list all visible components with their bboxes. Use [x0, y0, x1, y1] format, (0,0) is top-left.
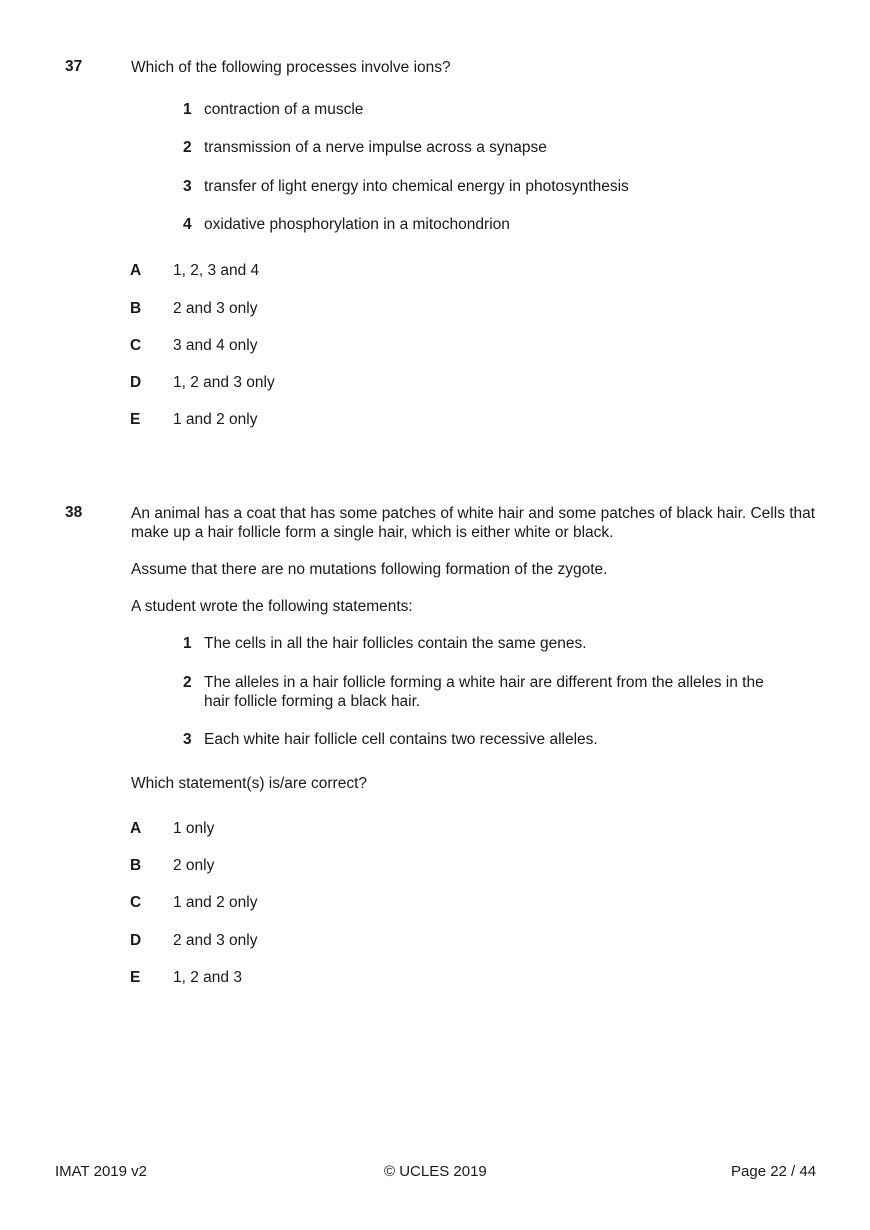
- q37-statement-3: [183, 177, 803, 196]
- option-letter: D: [130, 932, 142, 949]
- statement-number: 3: [183, 178, 192, 195]
- q38-statement-1: [183, 634, 803, 653]
- option-letter: B: [130, 857, 142, 874]
- option-letter: A: [130, 820, 142, 837]
- footer-exam-code: IMAT 2019 v2: [55, 1163, 147, 1180]
- option-text: 1 and 2 only: [173, 411, 258, 428]
- footer-copyright: © UCLES 2019: [384, 1163, 487, 1180]
- option-letter: B: [130, 300, 142, 317]
- statement-number: 1: [183, 101, 192, 118]
- q37-statement-2: [183, 138, 803, 157]
- q38-statement-3: [183, 730, 803, 749]
- question-38-intro: A student wrote the following statements:: [131, 598, 413, 615]
- statement-text: The cells in all the hair follicles contain the same genes.: [204, 635, 587, 652]
- option-text: 1, 2 and 3: [173, 969, 242, 986]
- option-letter: D: [130, 374, 142, 391]
- question-number-38: 38: [65, 504, 83, 521]
- option-letter: E: [130, 969, 141, 986]
- option-text: 1 and 2 only: [173, 894, 258, 911]
- statement-text: contraction of a muscle: [204, 101, 364, 118]
- statement-number: 4: [183, 216, 192, 233]
- statement-number: 3: [183, 731, 192, 748]
- option-text: 2 only: [173, 857, 215, 874]
- question-38-assumption: Assume that there are no mutations following formation of the zygote.: [131, 561, 608, 578]
- q37-statement-1: [183, 100, 803, 119]
- option-text: 1 only: [173, 820, 215, 837]
- question-38-stem: An animal has a coat that has some patches of white hair and some patches of black hair. Cells that make up a hair follicle form a single hair, which is either white or black.: [131, 505, 816, 541]
- option-letter: C: [130, 894, 142, 911]
- statement-number: 2: [183, 674, 192, 691]
- option-letter: C: [130, 337, 142, 354]
- statement-text: oxidative phosphorylation in a mitochondrion: [204, 216, 510, 233]
- statement-number: 2: [183, 139, 192, 156]
- option-text: 1, 2, 3 and 4: [173, 262, 260, 279]
- statement-number: 1: [183, 635, 192, 652]
- option-letter: E: [130, 411, 141, 428]
- option-letter: A: [130, 262, 142, 279]
- statement-text: transfer of light energy into chemical energy in photosynthesis: [204, 178, 629, 195]
- option-text: 1, 2 and 3 only: [173, 374, 275, 391]
- statement-text: Each white hair follicle cell contains two recessive alleles.: [204, 731, 598, 748]
- q38-statement-2: [183, 673, 783, 711]
- option-text: 2 and 3 only: [173, 932, 258, 949]
- question-37-stem: Which of the following processes involve ions?: [131, 59, 451, 76]
- option-text: 3 and 4 only: [173, 337, 258, 354]
- statement-text: The alleles in a hair follicle forming a white hair are different from the alleles in the hair follicle forming a black hair.: [204, 674, 764, 710]
- question-38-prompt: Which statement(s) is/are correct?: [131, 775, 368, 792]
- footer-page-number: Page 22 / 44: [731, 1163, 817, 1180]
- q37-statement-4: [183, 215, 803, 234]
- option-text: 2 and 3 only: [173, 300, 258, 317]
- statement-text: transmission of a nerve impulse across a synapse: [204, 139, 547, 156]
- question-number-37: 37: [65, 58, 83, 75]
